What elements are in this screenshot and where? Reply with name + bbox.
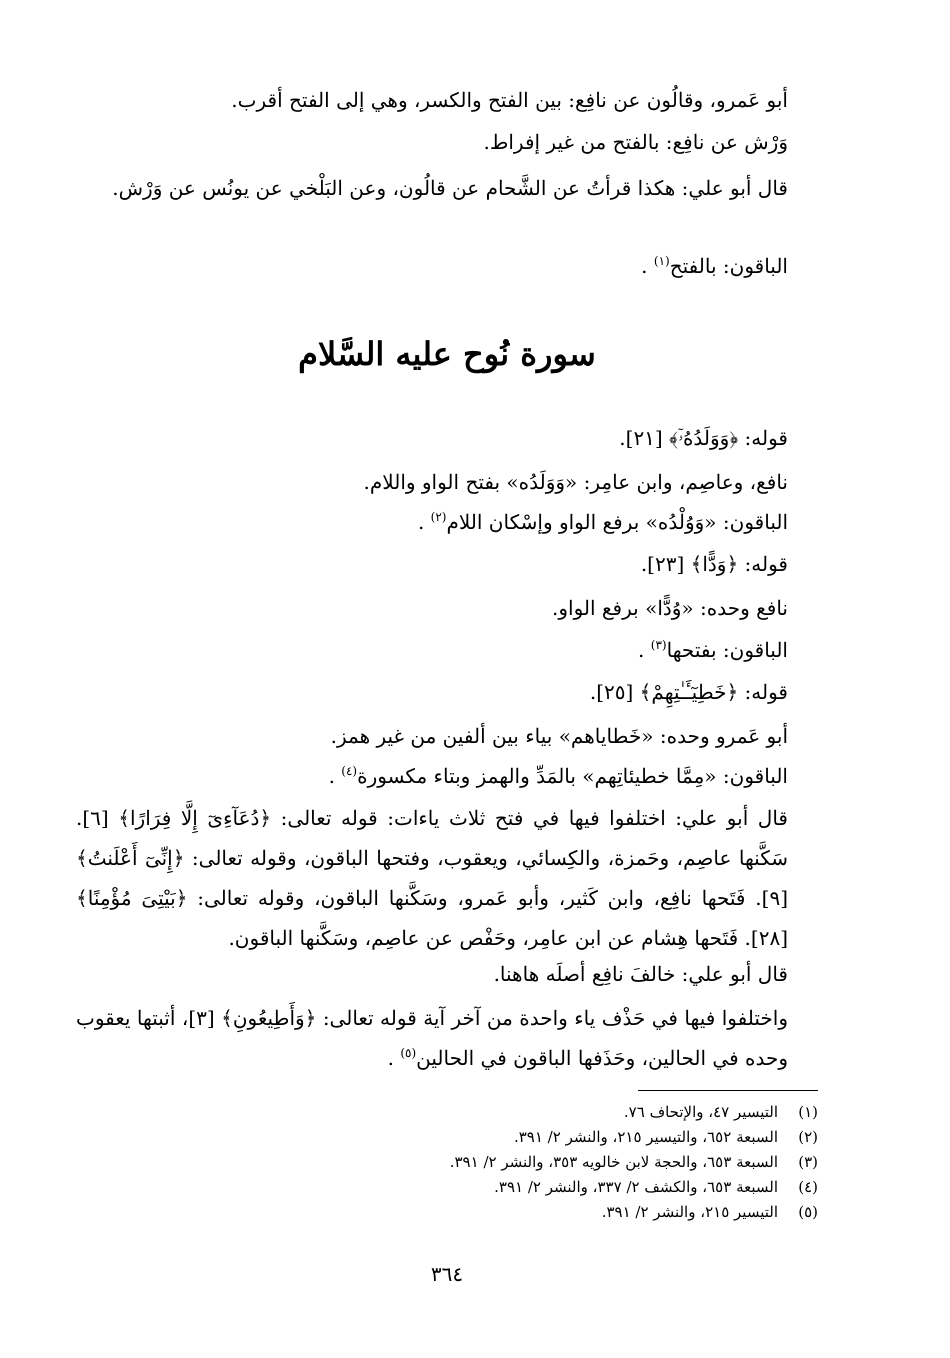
footnote-marker[interactable]: (٤) [341, 764, 358, 778]
footnote-marker[interactable]: (٥) [400, 1046, 417, 1060]
footnote-marker[interactable]: (٢) [430, 510, 447, 524]
footnote-4 [76, 1175, 818, 1200]
footnote-number: (٥) [798, 1203, 818, 1221]
paragraph-three-yaat [76, 798, 818, 958]
footnote-3 [76, 1150, 818, 1175]
line-text: قوله: ﴿خَطِيٓـَٔـٰتِهِمْ﴾ [٢٥]. [589, 680, 788, 704]
line-text: أبو عَمرو وحده: «خَطاياهم» بياء بين ألفين من غير همز. [330, 724, 788, 748]
footnote-text: التيسير ٢١٥، والنشر ٢/ ٣٩١. [601, 1203, 778, 1221]
footnote-number: (١) [798, 1103, 818, 1121]
surah-title: سورة نُوح عليه السَّلام [298, 335, 596, 373]
line-text: الباقون: «مِمَّا خطيئاتِهم» بالمَدِّ والهمز وبتاء مكسورة [357, 764, 788, 788]
line-text: الباقون: «وَوُلْدُه» برفع الواو وإسْكان اللام [446, 510, 788, 534]
paragraph-nafi-khalafa [76, 954, 818, 994]
full-stop: . [387, 1046, 401, 1070]
reading-baqun-fathuha [76, 630, 818, 670]
qawluhu-waladuhu [76, 418, 818, 458]
footnote-number: (٤) [798, 1178, 818, 1196]
line-text: نافع، وعاصِم، وابن عامِر: «وَوَلَدُه» بفتح الواو واللام. [363, 470, 788, 494]
footnote-text: السبعة ٦٥٣، والكشف ٢/ ٣٣٧، والنشر ٢/ ٣٩١. [494, 1178, 778, 1196]
footnote-number: (٣) [798, 1153, 818, 1171]
full-stop: . [641, 254, 654, 278]
qawluhu-khatiatihim [76, 672, 818, 712]
footnote-marker[interactable]: (١) [653, 254, 670, 268]
footnote-1 [76, 1100, 818, 1125]
reading-nafi-waladuhu [76, 462, 818, 502]
line-text: نافع وحده: «وُدًّا» برفع الواو. [552, 596, 788, 620]
paragraph-text: واختلفوا فيها في حَذْف ياء واحدة من آخر آية قوله تعالى: ﴿وَأَطِيعُونِ﴾ [٣]، أثبتها يعقوب وحده في الحالين، وحَذَفها الباقون في الحالين [76, 1006, 788, 1070]
paragraph-text: الباقون: بالفتح [669, 254, 788, 278]
footnote-text: السبعة ٦٥٣، والحجة لابن خالويه ٣٥٣، والنشر ٢/ ٣٩١. [449, 1153, 778, 1171]
footnote-marker[interactable]: (٣) [650, 638, 667, 652]
document-page [76, 0, 818, 1358]
paragraph-hadhf-ya [76, 998, 818, 1078]
reading-nafi-wudda [76, 588, 818, 628]
paragraph-text: قال أبو علي: هكذا قرأتُ عن الشَّحام عن قالُون، وعن البَلْخي عن يونُس عن وَرْش. [112, 176, 788, 200]
line-text: قوله: ﴿وَوَلَدُهُۥٓ﴾ [٢١]. [619, 426, 788, 450]
footnote-2 [76, 1125, 818, 1150]
paragraph-abu-ali-note [76, 168, 818, 208]
paragraph-text: أبو عَمرو، وقالُون عن نافِع: بين الفتح والكسر، وهي إلى الفتح أقرب. [231, 88, 788, 112]
footnote-text: السبعة ٦٥٢، والتيسير ٢١٥، والنشر ٢/ ٣٩١. [513, 1128, 778, 1146]
paragraph-baqun-fath [76, 246, 818, 286]
reading-baqun-wuldu [76, 502, 818, 542]
paragraph-text: قال أبو علي: اختلفوا فيها في فتح ثلاث ياءات: قوله تعالى: ﴿دُعَآءِىٓ إِلَّا فِرَارًا﴾ [٦]. سَكَّنها عاصِم، وحَمزة، والكِسائي، ويعقوب، وفتحها الباقون، وقوله تعالى: ﴿إِنِّىٓ أَعْلَنتُ﴾ [٩]. فَتَحها نافِع، وابن كَثير، وأبو عَمرو، وسَكَّنها الباقون، وقوله تعالى: ﴿بَيْتِىَ مُؤْمِنًا﴾ [٢٨]. فَتَحها هِشام عن ابن عامِر، وحَفْص عن عاصِم، وسَكَّنها الباقون. [76, 806, 788, 950]
paragraph-warsh [76, 122, 818, 162]
reading-baqun-khatiatihim [76, 756, 818, 796]
line-text: قوله: ﴿وَدًّا﴾ [٢٣]. [640, 552, 788, 576]
qawluhu-wadda [76, 544, 818, 584]
full-stop: . [328, 764, 342, 788]
footnote-number: (٢) [798, 1128, 818, 1146]
reading-abu-amr-khatayahum [76, 716, 818, 756]
page-number: ٣٦٤ [430, 1262, 464, 1286]
paragraph-text: وَرْش عن نافِع: بالفتح من غير إفراط. [483, 130, 788, 154]
full-stop: . [417, 510, 431, 534]
line-text: الباقون: بفتحها [666, 638, 788, 662]
footnote-5 [76, 1200, 818, 1225]
footnote-text: التيسير ٤٧، والإتحاف ٧٦. [623, 1103, 778, 1121]
footnote-divider [638, 1090, 818, 1091]
footnotes [76, 1100, 818, 1225]
full-stop: . [638, 638, 651, 662]
paragraph-abu-amr [76, 80, 818, 120]
line-text: قال أبو علي: خالفَ نافِع أصلَه هاهنا. [493, 962, 788, 986]
